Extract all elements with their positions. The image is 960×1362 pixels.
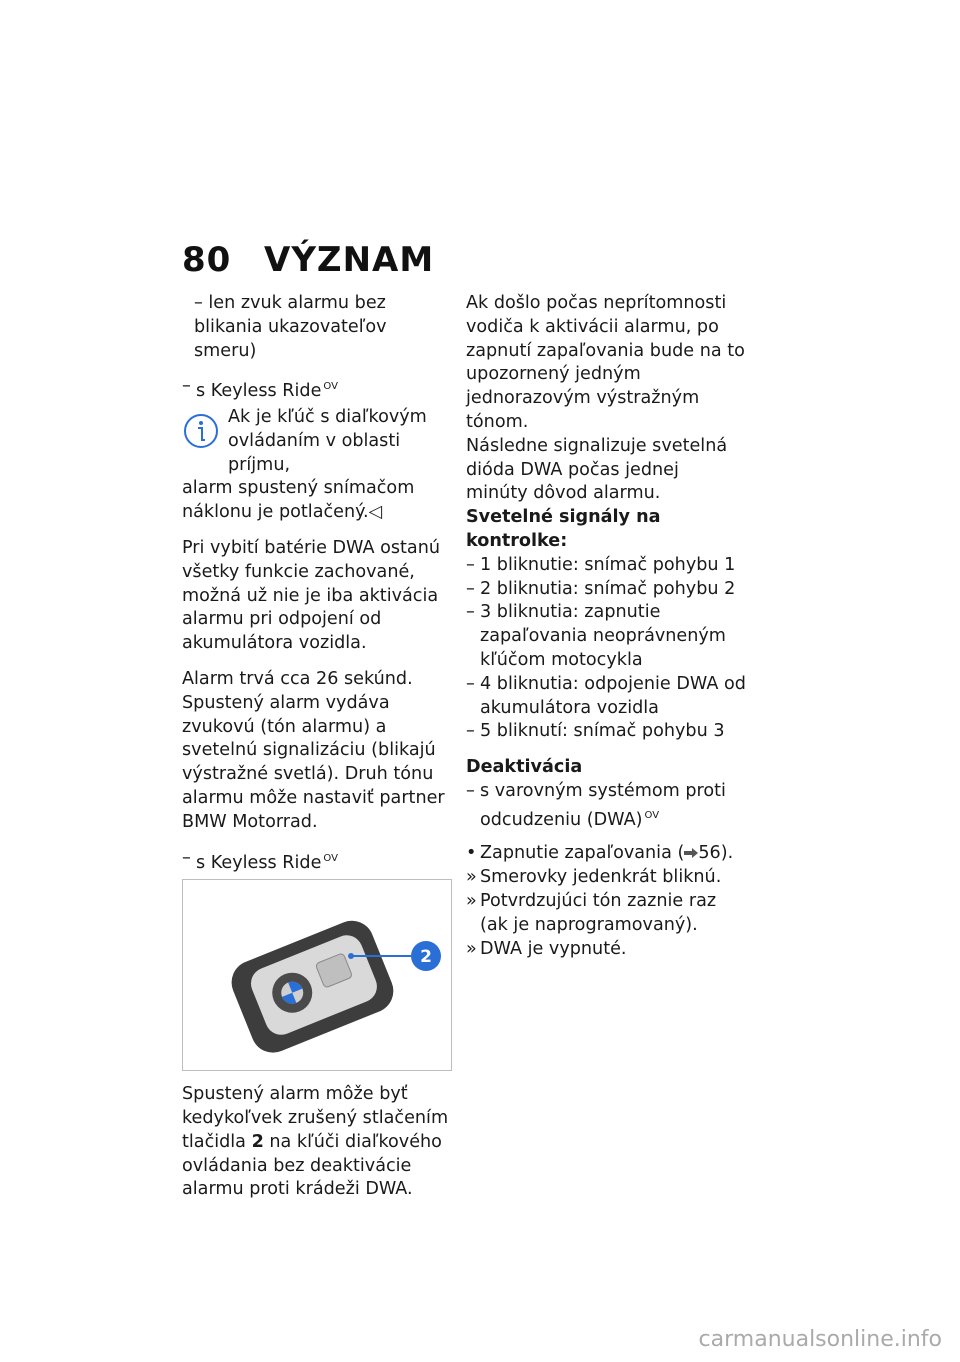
dash-marker: –	[182, 847, 191, 868]
dash-marker: –	[466, 602, 475, 623]
dash-marker: –	[466, 554, 475, 575]
button-reference: 2	[251, 1131, 264, 1152]
option-keyless-ride	[182, 375, 454, 404]
step-text: ).	[720, 843, 734, 864]
key-fob-figure	[182, 879, 452, 1071]
info-text: Ak je kľúč s diaľkovým ovládaním v oblasti príjmu,	[228, 407, 427, 475]
step-text: DWA je vypnuté.	[480, 938, 627, 959]
list-item-text: 3 bliknutia: zapnutie zapaľovania neoprávneným kľúčom motocykla	[480, 602, 726, 670]
list-item-text: 5 bliknutí: snímač pohybu 3	[480, 721, 725, 742]
dash-marker: –	[182, 376, 191, 397]
figure-callout-label: 2	[420, 947, 432, 968]
list-item	[466, 554, 746, 578]
bullet-marker: •	[466, 843, 477, 864]
step-text: Potvrdzujúci tón zaznie raz (ak je naprogramovaný).	[480, 890, 717, 935]
paragraph: Alarm trvá cca 26 sekúnd. Spustený alarm vydáva zvukovú (tón alarmu) a svetelnú signalizáciu (blikajú výstražné svetlá). Druh tónu alarmu môže nastaviť partner BMW Motorrad.	[182, 669, 445, 832]
result-marker: »	[466, 938, 477, 959]
optional-equipment-marker: OV	[323, 852, 338, 864]
page-header	[182, 240, 434, 280]
optional-equipment-marker: OV	[323, 381, 338, 393]
step-item	[466, 842, 746, 866]
page-number: 80	[182, 240, 232, 280]
arrow-right-icon[interactable]	[684, 842, 698, 866]
list-item	[466, 673, 746, 721]
list-item	[466, 720, 746, 744]
result-marker: »	[466, 867, 477, 888]
left-column	[182, 292, 454, 1202]
list-item-text: 1 bliknutie: snímač pohybu 1	[480, 554, 736, 575]
info-note	[182, 406, 454, 525]
option-label: s varovným systémom proti odcudzeniu (DWA)	[480, 780, 726, 830]
signals-list	[466, 554, 746, 744]
section-heading-deactivation: Deaktivácia	[466, 757, 583, 778]
dash-marker: –	[466, 578, 475, 599]
list-item-text: 4 bliknutia: odpojenie DWA od akumulátora vozidla	[480, 673, 746, 718]
paragraph: Následne signalizuje svetelná dióda DWA počas jednej minúty dôvod alarmu.	[466, 435, 728, 504]
right-column	[466, 292, 746, 961]
list-item	[466, 578, 746, 602]
paragraph-text: Spustený alarm môže byť kedykoľvek zrušený stlačením tlačidla	[182, 1084, 449, 1152]
steps-list	[466, 842, 746, 961]
list-item-text: 2 bliknutia: snímač pohybu 2	[480, 578, 736, 599]
option-dwa	[466, 780, 746, 832]
step-item	[466, 866, 746, 890]
info-icon	[182, 412, 220, 450]
result-marker: »	[466, 890, 477, 911]
dash-marker: –	[466, 780, 475, 801]
key-fob-illustration	[183, 880, 451, 1070]
page-title: VÝZNAM	[264, 240, 435, 280]
paragraph	[182, 1083, 454, 1202]
step-item	[466, 938, 746, 962]
option-keyless-ride	[182, 847, 454, 876]
page-reference-link[interactable]: 56	[698, 843, 721, 864]
step-text: Smerovky jedenkrát bliknú.	[480, 867, 722, 888]
section-heading-signals: Svetelné signály na kontrolke:	[466, 507, 661, 551]
info-text-continued: alarm spustený snímačom náklonu je potlačený.◁	[182, 478, 415, 523]
option-label: s Keyless Ride	[196, 852, 322, 873]
list-item	[466, 601, 746, 672]
optional-equipment-marker: OV	[644, 809, 660, 821]
paragraph: Pri vybití batérie DWA ostanú všetky funkcie zachované, možná už nie je iba aktivácia alarmu pri odpojení od akumulátora vozidla.	[182, 538, 441, 654]
option-label: s Keyless Ride	[196, 381, 322, 402]
step-text: Zapnutie zapaľovania (	[480, 843, 685, 864]
step-item	[466, 890, 746, 938]
paragraph: – len zvuk alarmu bez blikania ukazovateľov smeru)	[194, 293, 387, 361]
paragraph: Ak došlo počas neprítomnosti vodiča k aktivácii alarmu, po zapnutí zapaľovania bude na to upozornený jedným jednorazovým výstražným tónom.	[466, 293, 745, 432]
watermark: carmanualsonline.info	[698, 1327, 942, 1352]
dash-marker: –	[466, 721, 475, 742]
paragraph-text: na kľúči diaľkového ovládania bez deaktivácie alarmu proti krádeži DWA.	[182, 1131, 442, 1200]
dash-marker: –	[466, 673, 475, 694]
